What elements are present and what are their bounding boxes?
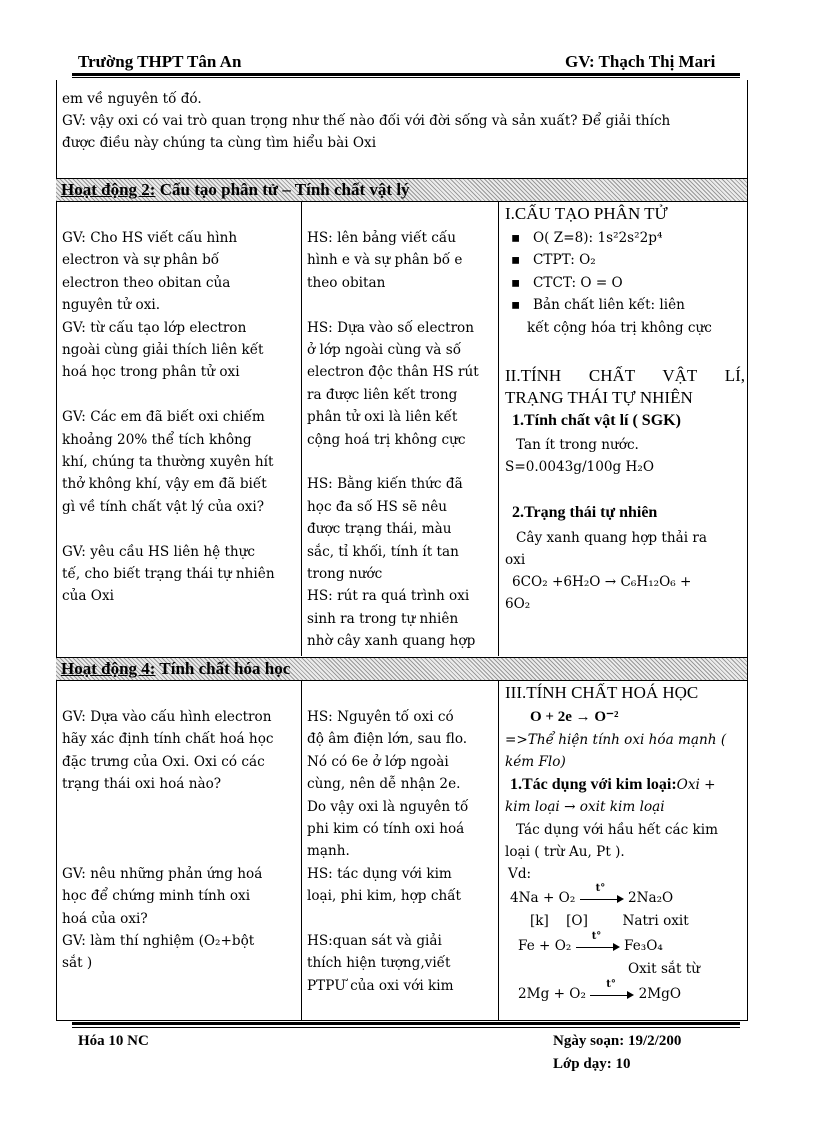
activity2-title: Cấu tạo phân tử – Tính chất vật lý (155, 180, 410, 199)
hs-line: electron độc thân HS rút (307, 364, 479, 381)
gv-line: GV: Cho HS viết cấu hình (62, 230, 238, 246)
hs-line: sắc, tỉ khối, tính ít tan (307, 543, 459, 560)
gv-line: GV: nêu những phản ứng hoá (62, 865, 263, 882)
gv-gap (62, 384, 298, 406)
activity4-title: Tính chất hóa học (155, 659, 291, 678)
gv-line: thở không khí, vậy em đã biết (62, 476, 267, 493)
natural-line-2: oxi (505, 552, 526, 568)
activity4-header-band (56, 657, 747, 681)
intro-line-3: được điều này chúng ta cùng tìm hiểu bài Oxi (62, 135, 377, 151)
gv-line: GV: làm thí nghiệm (O₂+bột (62, 933, 255, 950)
hs-line: ở lớp ngoài cùng và số (307, 342, 462, 359)
reaction-right: 2MgO (638, 986, 681, 1002)
prepared-date: Ngày soạn: 19/2/200 (553, 1033, 682, 1049)
activity4-hs-column (307, 706, 495, 997)
activity2-col-divider-2 (498, 201, 499, 656)
heat-label: t° (606, 978, 616, 990)
reaction-magnesium (518, 978, 681, 1005)
reaction-sodium-labels: [k] [O] Natri oxit (530, 913, 689, 929)
hs-line: trong nước (307, 566, 383, 583)
hs-line: HS:quan sát và giải (307, 933, 442, 950)
bullet-item: ▪ Bản chất liên kết: liên (511, 297, 685, 314)
gv-line: hoá của oxi? (62, 910, 148, 927)
hs-gap (307, 451, 495, 473)
school-name: Trường THPT Tân An (78, 52, 242, 71)
class-label: Lớp dạy: 10 (553, 1056, 631, 1072)
gv-line: gì về tính chất vật lý của oxi? (62, 498, 265, 515)
hs-line: hình e và sự phân bố e (307, 252, 463, 269)
section-3-heading: III.TÍNH CHẤT HOÁ HỌC (505, 683, 699, 702)
teacher-name: GV: Thạch Thị Mari (565, 52, 716, 71)
hs-line: Nó có 6e ở lớp ngoài (307, 753, 449, 770)
hs-line: HS: Bằng kiến thức đã (307, 476, 463, 493)
table-right-border (747, 80, 748, 1020)
reaction-left: Fe + O₂ (518, 938, 572, 954)
table-left-border (56, 80, 57, 1020)
activity4-label: Hoạt động 4: (61, 659, 156, 678)
header-rule-thin (72, 77, 740, 78)
hs-line: PTPƯ của oxi với kim (307, 977, 454, 994)
oxidizing-note-2: kém Flo) (505, 754, 566, 770)
gv-line: electron theo obitan của (62, 274, 231, 291)
reaction-left: 4Na + O₂ (510, 890, 576, 906)
table-bottom-border (56, 1020, 748, 1021)
gv-line: đặc trưng của Oxi. Oxi có các (62, 753, 265, 770)
photosynthesis-equation: 6CO₂ +6H₂O → C₆H₁₂O₆ + (512, 574, 692, 590)
bullet-item: ▪ O( Z=8): 1s²2s²2p⁴ (511, 230, 663, 246)
subsection-metals-title: 1.Tác dụng với kim loại: (510, 776, 677, 793)
hs-line: mạnh. (307, 843, 350, 860)
bullet-text: O( Z=8): 1s²2s²2p⁴ (533, 230, 663, 246)
heat-label: t° (591, 930, 602, 942)
header-rule (72, 73, 740, 76)
heat-arrow-icon (590, 978, 634, 1001)
activity2-hs-column (307, 227, 495, 653)
natural-line-1: Cây xanh quang hợp thải ra (516, 530, 708, 546)
gv-line: nguyên tử oxi. (62, 297, 161, 314)
metals-formula-line-2: kim loại → oxit kim loại (505, 799, 665, 815)
heat-arrow-icon (576, 930, 620, 953)
intro-line-2: GV: vậy oxi có vai trò quan trọng như thế nào đối với đời sống và sản xuất? Để giải thích (62, 113, 671, 129)
hs-gap (307, 294, 495, 316)
hs-line: độ âm điện lớn, sau flo. (307, 731, 468, 748)
gv-line: electron và sự phân bố (62, 252, 220, 269)
gv-line: ngoài cùng giải thích liên kết (62, 342, 264, 359)
activity2-col-divider-1 (301, 201, 302, 656)
gv-line: GV: Các em đã biết oxi chiếm (62, 409, 265, 426)
subsection-metals-formula: Oxi + (676, 777, 716, 793)
bullet-item: ▪ CTPT: O₂ (511, 252, 596, 269)
reaction-right: Fe₃O₄ (624, 938, 663, 954)
example-label: Vd: (508, 866, 532, 882)
heat-arrow-icon (580, 882, 624, 905)
gv-line: GV: Dựa vào cấu hình electron (62, 709, 272, 725)
bullet-item: ▪ CTCT: O = O (511, 274, 623, 291)
gv-line: khoảng 20% thể tích không (62, 431, 252, 448)
hs-line: cùng, nên dễ nhận 2e. (307, 776, 461, 793)
reaction-right: 2Na₂O (627, 890, 674, 906)
gv-line: hãy xác định tính chất hoá học (62, 731, 274, 748)
bullet-list (507, 227, 747, 339)
gv-gap (62, 518, 298, 540)
footer-rule (72, 1022, 740, 1025)
hs-line: phân tử oxi là liên kết (307, 409, 458, 426)
gv-line: hoá học trong phân tử oxi (62, 364, 240, 381)
hs-line: HS: rút ra quá trình oxi (307, 588, 470, 605)
hs-line: HS: Dựa vào số electron (307, 319, 475, 336)
gv-line: học để chứng minh tính oxi (62, 888, 251, 905)
metals-line-2: loại ( trừ Au, Pt ). (505, 844, 625, 860)
activity2-header-band (56, 178, 747, 202)
hs-line: theo obitan (307, 274, 386, 291)
activity2-gv-column (62, 227, 298, 608)
hs-gap (307, 908, 495, 930)
reaction-sodium (510, 882, 674, 909)
gv-line: tế, cho biết trạng thái tự nhiên (62, 566, 275, 583)
section-2-line-1: II.TÍNH CHẤT VẬT LÍ, (505, 366, 745, 385)
hs-line: ra được liên kết trong (307, 386, 458, 403)
hs-line: Do vậy oxi là nguyên tố (307, 798, 469, 815)
hs-line: nhờ cây xanh quang hợp (307, 633, 476, 650)
hs-line: sinh ra trong tự nhiên (307, 610, 459, 627)
hs-line: được trạng thái, màu (307, 521, 452, 538)
gv-line: khí, chúng ta thường xuyên hít (62, 454, 274, 471)
reaction-left: 2Mg + O₂ (518, 986, 586, 1002)
gv-line: trạng thái oxi hoá nào? (62, 776, 222, 793)
footer-rule-thin (72, 1027, 740, 1028)
physical-line-2: S=0.0043g/100g H₂O (505, 459, 654, 475)
photosynthesis-equation-end: 6O₂ (505, 596, 531, 612)
section-2-heading (505, 365, 745, 410)
physical-line-1: Tan ít trong nước. (516, 437, 639, 453)
hs-line: HS: lên bảng viết cấu (307, 230, 456, 246)
subsection-physical: 1.Tính chất vật lí ( SGK) (512, 412, 681, 429)
hs-line: HS: Nguyên tố oxi có (307, 709, 454, 725)
gv-line: GV: yêu cầu HS liên hệ thực (62, 543, 256, 560)
metals-line-1: Tác dụng với hầu hết các kim (516, 822, 719, 838)
bullet-text: CTPT: O₂ (533, 252, 596, 269)
bullet-text-cont: kết cộng hóa trị không cực (527, 319, 712, 336)
subject-label: Hóa 10 NC (78, 1033, 149, 1049)
reaction-iron-product-name: Oxit sắt từ (628, 961, 701, 977)
section-1-heading: I.CẤU TẠO PHÂN TỬ (505, 204, 668, 223)
activity4-gv-column (62, 706, 298, 975)
activity4-col-divider-1 (301, 680, 302, 1020)
oxidizing-note-1: =>Thể hiện tính oxi hóa mạnh ( (505, 732, 727, 748)
activity4-col-divider-2 (498, 680, 499, 1020)
activity2-label: Hoạt động 2: (61, 180, 156, 199)
reaction-iron (518, 930, 663, 957)
hs-line: HS: tác dụng với kim (307, 865, 452, 882)
hs-line: học đa số HS sẽ nêu (307, 498, 447, 515)
hs-line: phi kim có tính oxi hoá (307, 821, 465, 838)
heat-label: t° (595, 882, 606, 894)
subsection-metals (510, 773, 716, 796)
section-2-line-2: TRẠNG THÁI TỰ NHIÊN (505, 388, 693, 408)
hs-line: loại, phi kim, hợp chất (307, 888, 461, 905)
gv-line: GV: từ cấu tạo lớp electron (62, 319, 247, 336)
intro-line-1: em về nguyên tố đó. (62, 91, 202, 107)
gv-line: của Oxi (62, 588, 114, 605)
bullet-text: Bản chất liên kết: liên (533, 297, 685, 314)
hs-line: cộng hoá trị không cực (307, 431, 466, 448)
hs-line: thích hiện tượng,viết (307, 955, 451, 972)
gv-line: sắt ) (62, 955, 93, 972)
gv-gap (62, 796, 298, 863)
oxygen-ion-equation: O + 2e → O⁻² (530, 709, 619, 725)
bullet-text: CTCT: O = O (533, 274, 623, 291)
subsection-natural-state: 2.Trạng thái tự nhiên (512, 504, 658, 521)
